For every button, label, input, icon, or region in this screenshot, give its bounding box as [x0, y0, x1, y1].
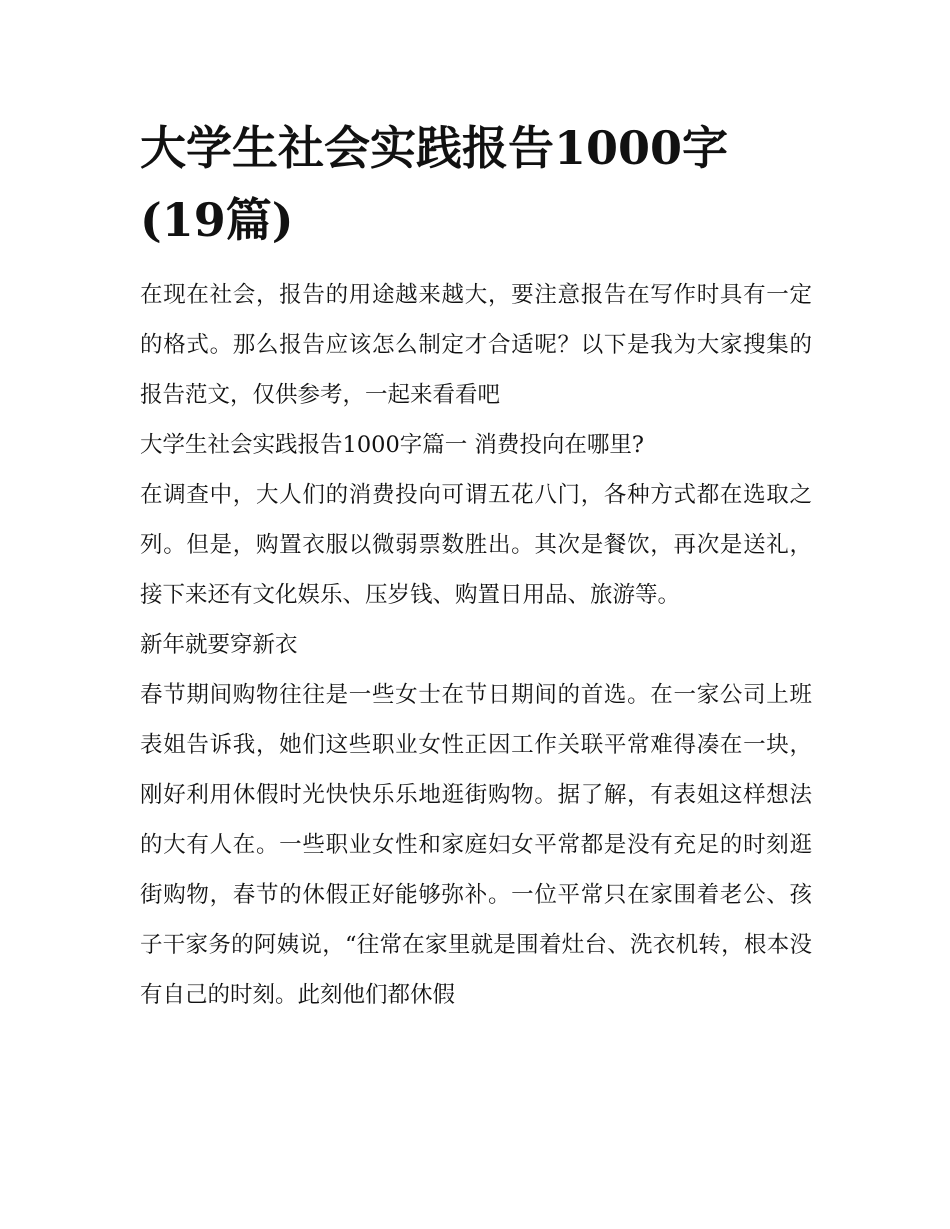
section-heading: 大学生社会实践报告1000字篇一 消费投向在哪里? — [140, 432, 644, 458]
intro-paragraph: 在现在社会，报告的用途越来越大，要注意报告在写作时具有一定的格式。那么报告应该怎么制定才合适呢？以下是我为大家搜集的报告范文，仅供参考，一起来看看吧 — [140, 282, 812, 408]
document-page — [140, 112, 812, 1020]
document-title-line-1: 大学生社会实践报告1000字 — [140, 121, 729, 175]
body-paragraph: 春节期间购物往往是一些女士在节日期间的首选。在一家公司上班表姐告诉我，她们这些职业女性正因工作关联平常难得凑在一块，刚好利用休假时光快快乐乐地逛街购物。据了解，有表姐这样想法的大有人在。一些职业女性和家庭妇女平常都是没有充足的时刻逛街购物，春节的休假正好能够弥补。一位平常只在家围着老公、孩子干家务的阿姨说，“往常在家里就是围着灶台、洗衣机转，根本没有自己的时刻。此刻他们都休假 — [140, 682, 812, 1008]
body-paragraph: 在调查中，大人们的消费投向可谓五花八门，各种方式都在选取之列。但是，购置衣服以微弱票数胜出。其次是餐饮，再次是送礼，接下来还有文化娱乐、压岁钱、购置日用品、旅游等。 — [140, 482, 812, 608]
subsection-heading: 新年就要穿新衣 — [140, 632, 298, 658]
document-title — [140, 112, 812, 256]
document-title-line-2: (19篇) — [140, 193, 294, 247]
